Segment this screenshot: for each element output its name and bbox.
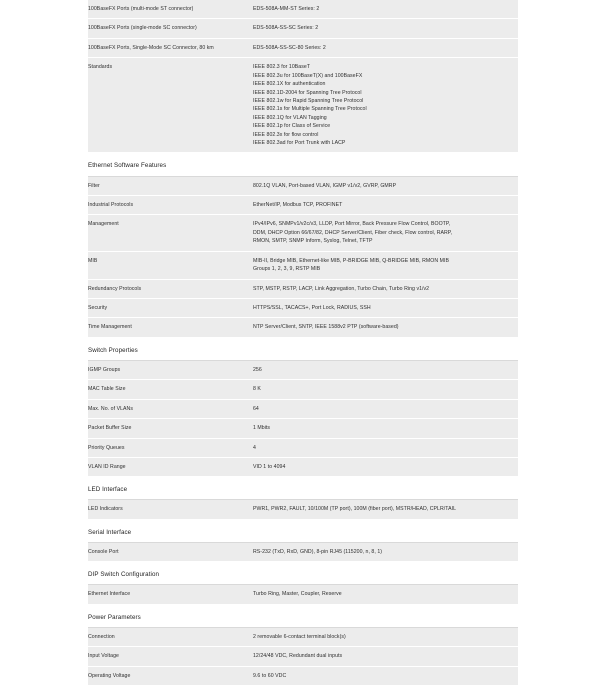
section-heading: Switch Properties: [88, 337, 518, 360]
spec-label: Security: [88, 298, 253, 317]
spec-value-line: IPv4/IPv6, SNMPv1/v2c/v3, LLDP, Port Mirror, Back Pressure Flow Control, BOOTP,: [253, 221, 451, 228]
spec-label: Input Voltage: [88, 647, 253, 666]
table-row: [88, 279, 518, 298]
spec-value-line: IEEE 802.1Q for VLAN Tagging: [253, 114, 327, 121]
spec-value: [253, 360, 518, 379]
specification-table-body: [88, 0, 518, 686]
spec-value-line: EDS-508A-SS-SC-80 Series: 2: [253, 44, 326, 51]
spec-value: [253, 0, 518, 19]
spec-value-line: EtherNet/IP, Modbus TCP, PROFINET: [253, 201, 343, 208]
spec-label: Redundancy Protocols: [88, 279, 253, 298]
table-row: [88, 58, 518, 153]
spec-label: MAC Table Size: [88, 380, 253, 399]
spec-label: Time Management: [88, 318, 253, 337]
spec-value-line: RS-232 (TxD, RxD, GND), 8-pin RJ45 (115200, n, 8, 1): [253, 548, 383, 555]
spec-label: Max. No. of VLANs: [88, 399, 253, 418]
spec-value-line: EDS-508A-MM-ST Series: 2: [253, 6, 320, 12]
spec-value: [253, 585, 518, 604]
spec-value: [253, 666, 518, 685]
table-row: [88, 457, 518, 476]
spec-value-line: IEEE 802.1X for authentication: [253, 81, 326, 88]
table-row: [88, 360, 518, 379]
spec-value: [253, 176, 518, 195]
spec-value: [253, 500, 518, 519]
spec-label: Filter: [88, 176, 253, 195]
spec-value-line: PWR1, PWR2, FAULT, 10/100M (TP port), 100M (fiber port), MSTR/HEAD, CPLR/TAIL: [253, 506, 457, 513]
spec-value: [253, 380, 518, 399]
table-row: [88, 318, 518, 337]
table-row: [88, 542, 518, 561]
spec-value-line: RMON, SMTP, SNMP Inform, Syslog, Telnet, TFTP: [253, 238, 373, 245]
spec-value: [253, 58, 518, 153]
spec-value-line: 256: [253, 366, 262, 373]
spec-value-line: 9.6 to 60 VDC: [253, 672, 287, 679]
specification-table: [88, 0, 518, 686]
spec-value-line: IEEE 802.1p for Class of Service: [253, 123, 331, 130]
spec-value-line: HTTPS/SSL, TACACS+, Port Lock, RADIUS, SSH: [253, 304, 371, 311]
spec-label: Connection: [88, 627, 253, 646]
spec-value: [253, 399, 518, 418]
table-row: [88, 399, 518, 418]
spec-label: Standards: [88, 58, 253, 153]
table-row: [88, 585, 518, 604]
table-row: [88, 215, 518, 251]
section-heading: Serial Interface: [88, 519, 518, 542]
spec-value-line: 8 K: [253, 386, 261, 393]
table-row: [88, 176, 518, 195]
spec-value: [253, 38, 518, 57]
spec-value: [253, 251, 518, 279]
spec-value-line: IEEE 802.1D-2004 for Spanning Tree Protocol: [253, 89, 362, 96]
spec-label: Industrial Protocols: [88, 195, 253, 214]
spec-value-line: IEEE 802.3ad for Port Trunk with LACP: [253, 140, 346, 147]
spec-value-line: IEEE 802.1s for Multiple Spanning Tree Protocol: [253, 106, 367, 113]
table-row: [88, 38, 518, 57]
spec-value-line: IEEE 802.3x for flow control: [253, 131, 319, 138]
spec-value: [253, 318, 518, 337]
table-row: [88, 438, 518, 457]
spec-value: [253, 627, 518, 646]
spec-value: [253, 215, 518, 251]
section-heading: Power Parameters: [88, 604, 518, 627]
spec-label: 100BaseFX Ports, Single-Mode SC Connector, 80 km: [88, 38, 253, 57]
spec-value-line: STP, MSTP, RSTP, LACP, Link Aggregation, Turbo Chain, Turbo Ring v1/v2: [253, 285, 430, 292]
section-heading-row: [88, 519, 518, 542]
spec-value-line: 802.1Q VLAN, Port-based VLAN, IGMP v1/v2, GVRP, GMRP: [253, 182, 397, 189]
table-row: [88, 195, 518, 214]
spec-value-line: DDM, DHCP Option 66/67/82, DHCP Server/Client, Fiber check, Flow control, RARP,: [253, 229, 453, 236]
spec-value: [253, 298, 518, 317]
section-heading: Ethernet Software Features: [88, 153, 518, 176]
table-row: [88, 380, 518, 399]
section-heading: DIP Switch Configuration: [88, 562, 518, 585]
table-row: [88, 298, 518, 317]
section-heading-row: [88, 477, 518, 500]
spec-label: Operating Voltage: [88, 666, 253, 685]
section-heading: LED Interface: [88, 477, 518, 500]
table-row: [88, 251, 518, 279]
spec-value-line: 4: [253, 444, 256, 451]
table-row: [88, 19, 518, 38]
section-heading-row: [88, 153, 518, 176]
spec-value: [253, 542, 518, 561]
spec-value: [253, 195, 518, 214]
spec-value-line: 64: [253, 405, 259, 412]
spec-label: MIB: [88, 251, 253, 279]
section-heading-row: [88, 604, 518, 627]
spec-label: Management: [88, 215, 253, 251]
section-heading-row: [88, 562, 518, 585]
spec-label: IGMP Groups: [88, 360, 253, 379]
spec-value: [253, 438, 518, 457]
spec-label: Priority Queues: [88, 438, 253, 457]
spec-value-line: EDS-508A-SS-SC Series: 2: [253, 25, 319, 32]
table-row: [88, 647, 518, 666]
spec-value: [253, 457, 518, 476]
spec-value-line: 12/24/48 VDC, Redundant dual inputs: [253, 653, 343, 660]
spec-value-line: IEEE 802.3 for 10BaseT: [253, 64, 311, 71]
spec-label: Console Port: [88, 542, 253, 561]
spec-value: [253, 19, 518, 38]
table-row: [88, 0, 518, 19]
spec-value-line: VID 1 to 4094: [253, 463, 286, 470]
spec-value-line: IEEE 802.3u for 100BaseT(X) and 100BaseFX: [253, 72, 363, 79]
section-heading-row: [88, 337, 518, 360]
spec-value-line: Groups 1, 2, 3, 9, RSTP MIB: [253, 266, 321, 273]
table-row: [88, 627, 518, 646]
spec-label: 100BaseFX Ports (multi-mode ST connector): [88, 0, 253, 19]
spec-value-line: Turbo Ring, Master, Coupler, Reserve: [253, 591, 342, 598]
spec-value: [253, 419, 518, 438]
spec-label: LED Indicators: [88, 500, 253, 519]
spec-label: VLAN ID Range: [88, 457, 253, 476]
spec-label: Packet Buffer Size: [88, 419, 253, 438]
specification-sheet: [88, 0, 518, 686]
spec-label: Ethernet Interface: [88, 585, 253, 604]
spec-value-line: IEEE 802.1w for Rapid Spanning Tree Protocol: [253, 97, 364, 104]
table-row: [88, 666, 518, 685]
spec-value: [253, 279, 518, 298]
spec-label: 100BaseFX Ports (single-mode SC connector): [88, 19, 253, 38]
table-row: [88, 500, 518, 519]
spec-value-line: 2 removable 6-contact terminal block(s): [253, 633, 346, 640]
spec-value-line: 1 Mbits: [253, 425, 271, 432]
spec-value-line: NTP Server/Client, SNTP, IEEE 1588v2 PTP (software-based): [253, 324, 399, 331]
table-row: [88, 419, 518, 438]
spec-value-line: MIB-II, Bridge MIB, Ethernet-like MIB, P-BRIDGE MIB, Q-BRIDGE MIB, RMON MIB: [253, 257, 450, 264]
spec-value: [253, 647, 518, 666]
